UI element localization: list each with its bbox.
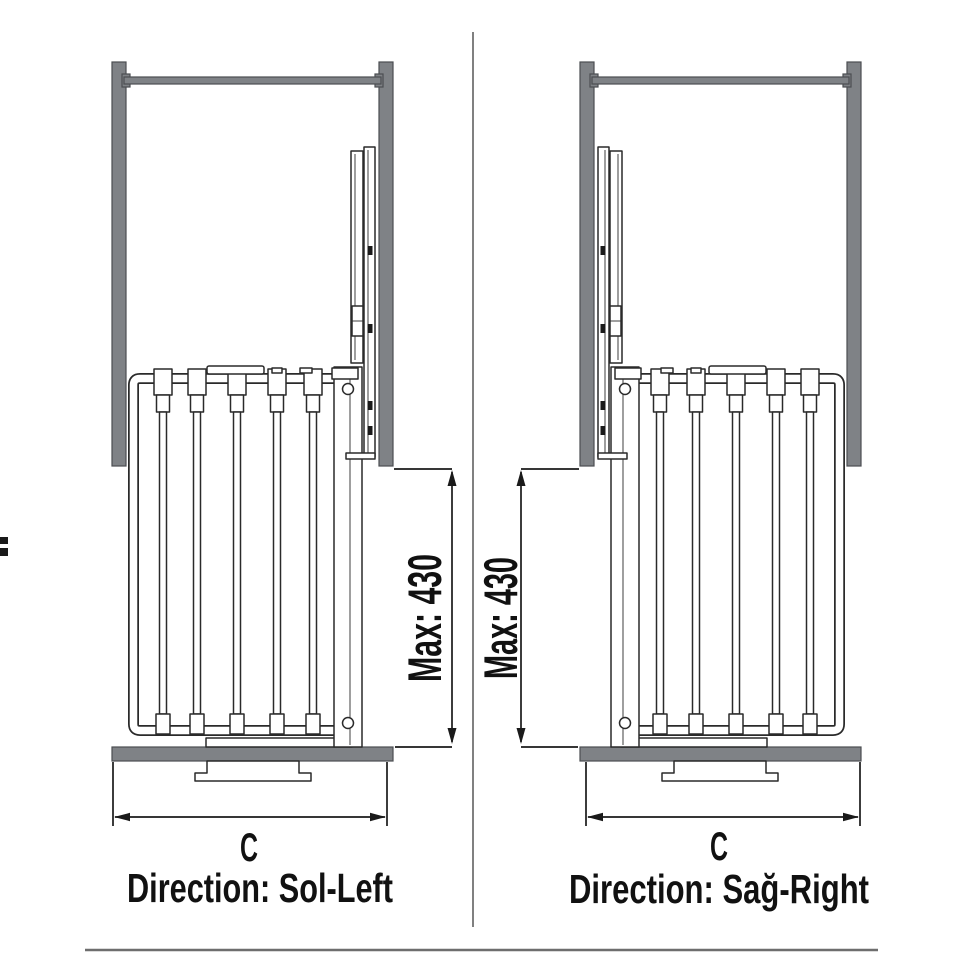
rail-clamp-mark <box>272 368 282 373</box>
arrow-up-icon <box>448 470 457 486</box>
hanger-tube <box>154 369 172 734</box>
hanger-rod <box>274 412 281 714</box>
hanger-cap <box>154 369 172 395</box>
hanger-rod <box>234 412 241 714</box>
carriage-body <box>334 367 362 747</box>
hanger-foot <box>270 714 284 734</box>
hanger-tube <box>268 369 286 734</box>
left-diagram-drawing <box>112 62 457 826</box>
hanger-rod <box>310 412 317 714</box>
hanger-foot <box>306 714 320 734</box>
right-max-height-label: Max: 430 <box>474 480 527 679</box>
edge-mark <box>0 537 8 544</box>
hanger-foot <box>190 714 204 734</box>
arrow-down-icon <box>448 728 457 744</box>
rail-clamp-mark <box>300 368 312 373</box>
hanger-stem <box>157 395 170 412</box>
rail-screw-slot <box>368 324 373 333</box>
hanger-stem <box>191 395 204 412</box>
rail-back-plate <box>364 147 375 457</box>
hanger-tubes <box>154 369 322 734</box>
hanger-tube <box>188 369 206 734</box>
hanger-tube <box>304 369 322 734</box>
floor-bracket <box>195 761 311 781</box>
rail-screw-slot <box>368 426 373 435</box>
side-panel-right <box>379 62 393 466</box>
right-direction-label: Direction: Sağ-Right <box>569 866 870 912</box>
right-diagram-drawing <box>517 62 862 826</box>
rail-screw-slot <box>368 246 373 255</box>
hanger-cap <box>188 369 206 395</box>
left-width-label: C <box>240 826 258 870</box>
hanger-stem <box>307 395 320 412</box>
hanger-stem <box>231 395 244 412</box>
bottom-mount-plate <box>206 738 352 747</box>
left-direction-label: Direction: Sol-Left <box>127 865 394 911</box>
edge-mark <box>0 548 8 556</box>
hanger-tube <box>228 369 246 734</box>
top-hanging-rod <box>124 77 381 84</box>
arrow-right-icon <box>370 813 386 821</box>
base-panel <box>112 747 393 761</box>
carriage-hole-top <box>343 384 354 395</box>
hanger-rod <box>160 412 167 714</box>
side-panel-left <box>112 62 126 466</box>
left-max-height-label: Max: 430 <box>398 483 451 682</box>
arrow-left-icon <box>114 813 130 821</box>
hanger-foot <box>156 714 170 734</box>
pull-handle <box>207 366 312 374</box>
hanger-stem <box>271 395 284 412</box>
carriage-hook <box>332 368 358 379</box>
left-edge-artifact <box>0 537 8 556</box>
handle-plate <box>207 366 264 374</box>
hanger-foot <box>230 714 244 734</box>
right-width-label: C <box>710 825 728 869</box>
rail-screw-slot <box>368 401 373 410</box>
rail-bottom-cap <box>346 453 375 459</box>
carriage-hole-bottom <box>343 718 354 729</box>
hanger-rod <box>194 412 201 714</box>
